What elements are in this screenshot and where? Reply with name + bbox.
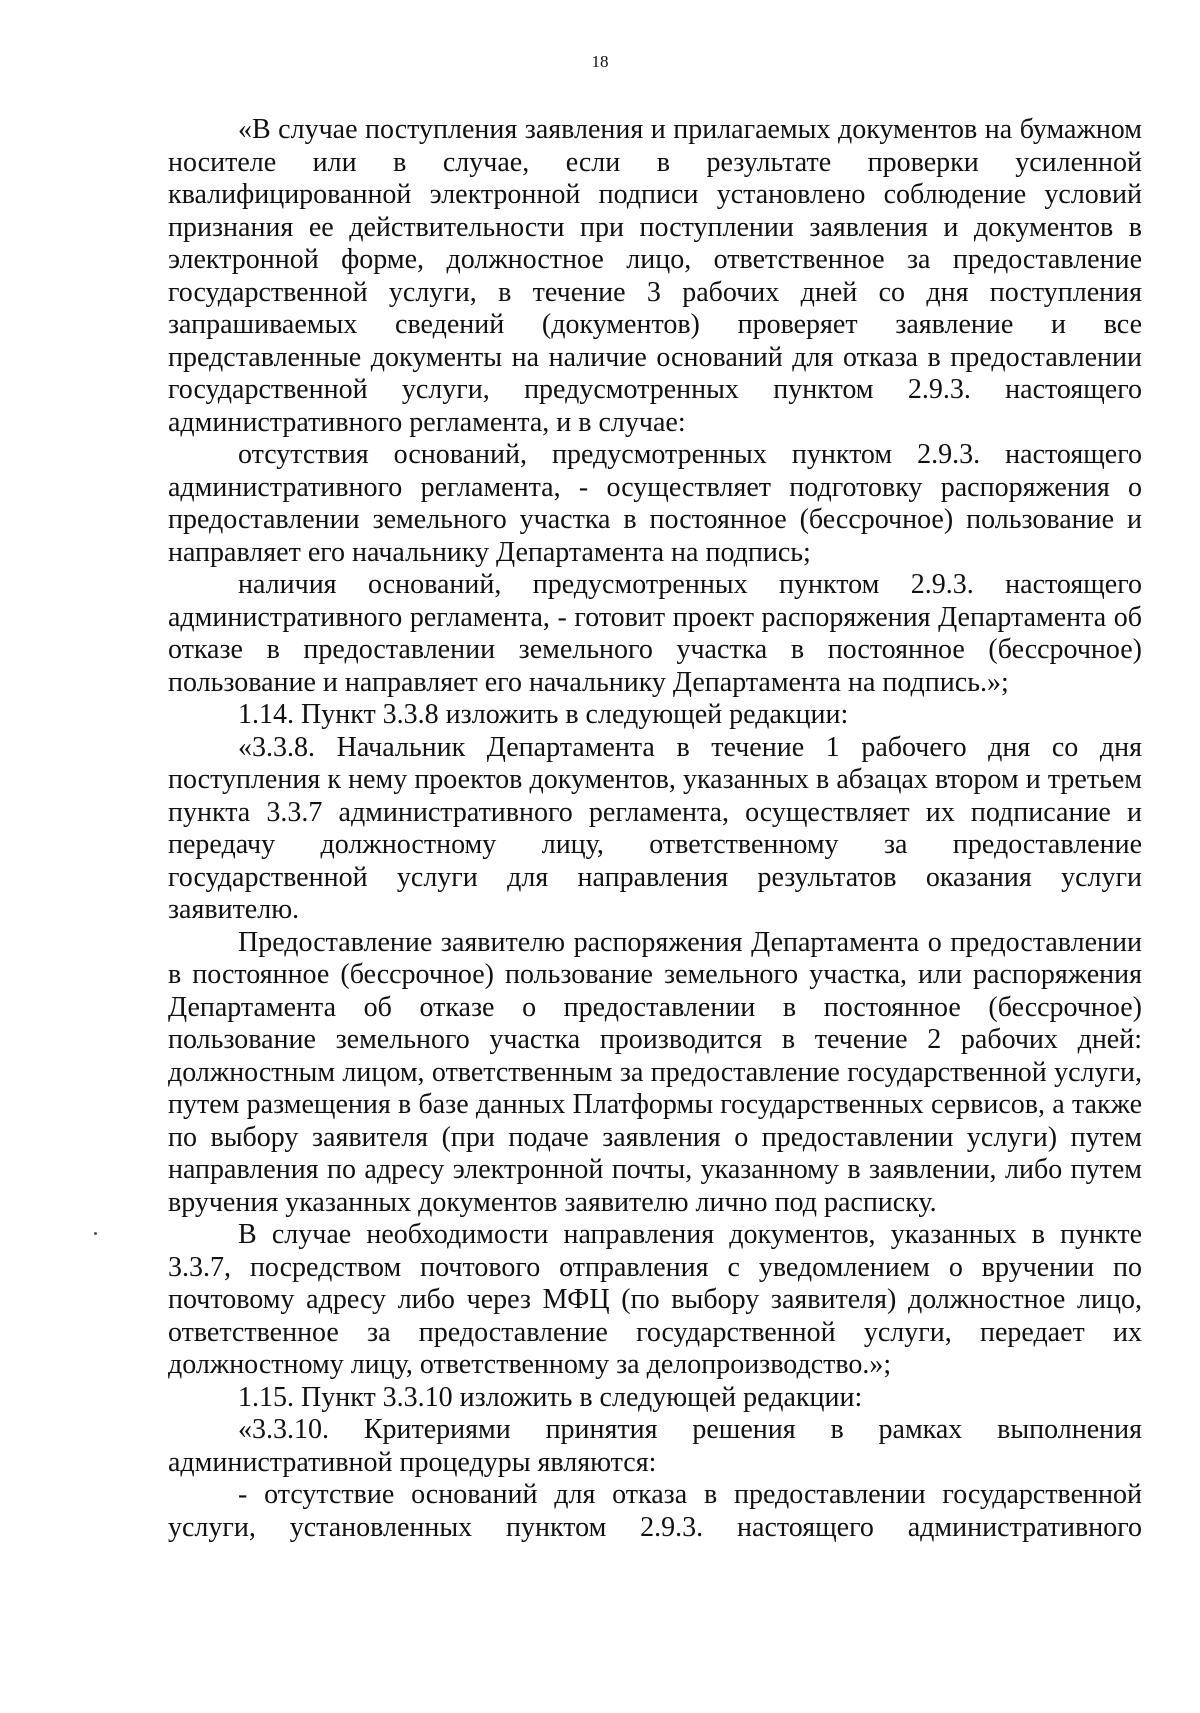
paragraph-clause-3-3-10: «3.3.10. Критериями принятия решения в рамках выполнения административной процедуры являются:	[168, 1414, 1142, 1478]
paragraph-clause-3-3-8: «3.3.8. Начальник Департамента в течение 1 рабочего дня со дня поступления к нему проектов документов, указанных в абзацах втором и третьем пункта 3.3.7 административного регламента, осуществляет их подписание и передачу должностному лицу, ответственному за предоставление государственной услуги для направления результатов оказания услуги заявителю.	[168, 731, 1142, 925]
paragraph-postal-delivery: В случае необходимости направления документов, указанных в пункте 3.3.7, посредством почтового отправления с уведомлением о вручении по почтовому адресу либо через МФЦ (по выбору заявителя) должностное лицо, ответственное за предоставление государственной услуги, передает их должностному лицу, ответственному за делопроизводство.»;	[168, 1219, 1142, 1380]
paragraph-item-1-14: 1.14. Пункт 3.3.8 изложить в следующей редакции:	[238, 699, 849, 730]
paragraph-application-review: «В случае поступления заявления и прилагаемых документов на бумажном носителе или в случае, если в результате проверки усиленной квалифицированной электронной подписи установлено соблюдение условий признания ее действительности при поступлении заявления и документов в электронной форме, должностное лицо, ответственное за предоставление государственной услуги, в течение 3 рабочих дней со дня поступления запрашиваемых сведений (документов) проверяет заявление и все представленные документы на наличие оснований для отказа в предоставлении государственной услуги, предусмотренных пунктом 2.9.3. настоящего административного регламента, и в случае:	[168, 114, 1142, 438]
paragraph-criteria-item: - отсутствие оснований для отказа в предоставлении государственной услуги, установленных пунктом 2.9.3. настоящего административного	[168, 1479, 1142, 1543]
paragraph-no-grounds: отсутствия оснований, предусмотренных пунктом 2.9.3. настоящего административного регламента, - осуществляет подготовку распоряжения о предоставлении земельного участка в постоянное (бессрочное) пользование и направляет его начальнику Департамента на подпись;	[168, 439, 1142, 568]
paragraph-grounds-present: наличия оснований, предусмотренных пунктом 2.9.3. настоящего административного регламента, - готовит проект распоряжения Департамента об отказе в предоставлении земельного участка в постоянное (бессрочное) пользование и направляет его начальнику Департамента на подпись.»;	[168, 569, 1142, 698]
page-number: 18	[591, 52, 609, 71]
scan-artifact-dot	[94, 1232, 97, 1235]
paragraph-item-1-15: 1.15. Пункт 3.3.10 изложить в следующей редакции:	[238, 1381, 863, 1413]
paragraph-result-delivery: Предоставление заявителю распоряжения Департамента о предоставлении в постоянное (бессрочное) пользование земельного участка, или распоряжения Департамента об отказе о предоставлении в постоянное (бессрочное) пользование земельного участка производится в течение 2 рабочих дней: должностным лицом, ответственным за предоставление государственной услуги, путем размещения в базе данных Платформы государственных сервисов, а также по выбору заявителя (при подаче заявления о предоставлении услуги) путем направления по адресу электронной почты, указанному в заявлении, либо путем вручения указанных документов заявителю лично под расписку.	[168, 926, 1142, 1218]
document-body	[168, 114, 1142, 1544]
